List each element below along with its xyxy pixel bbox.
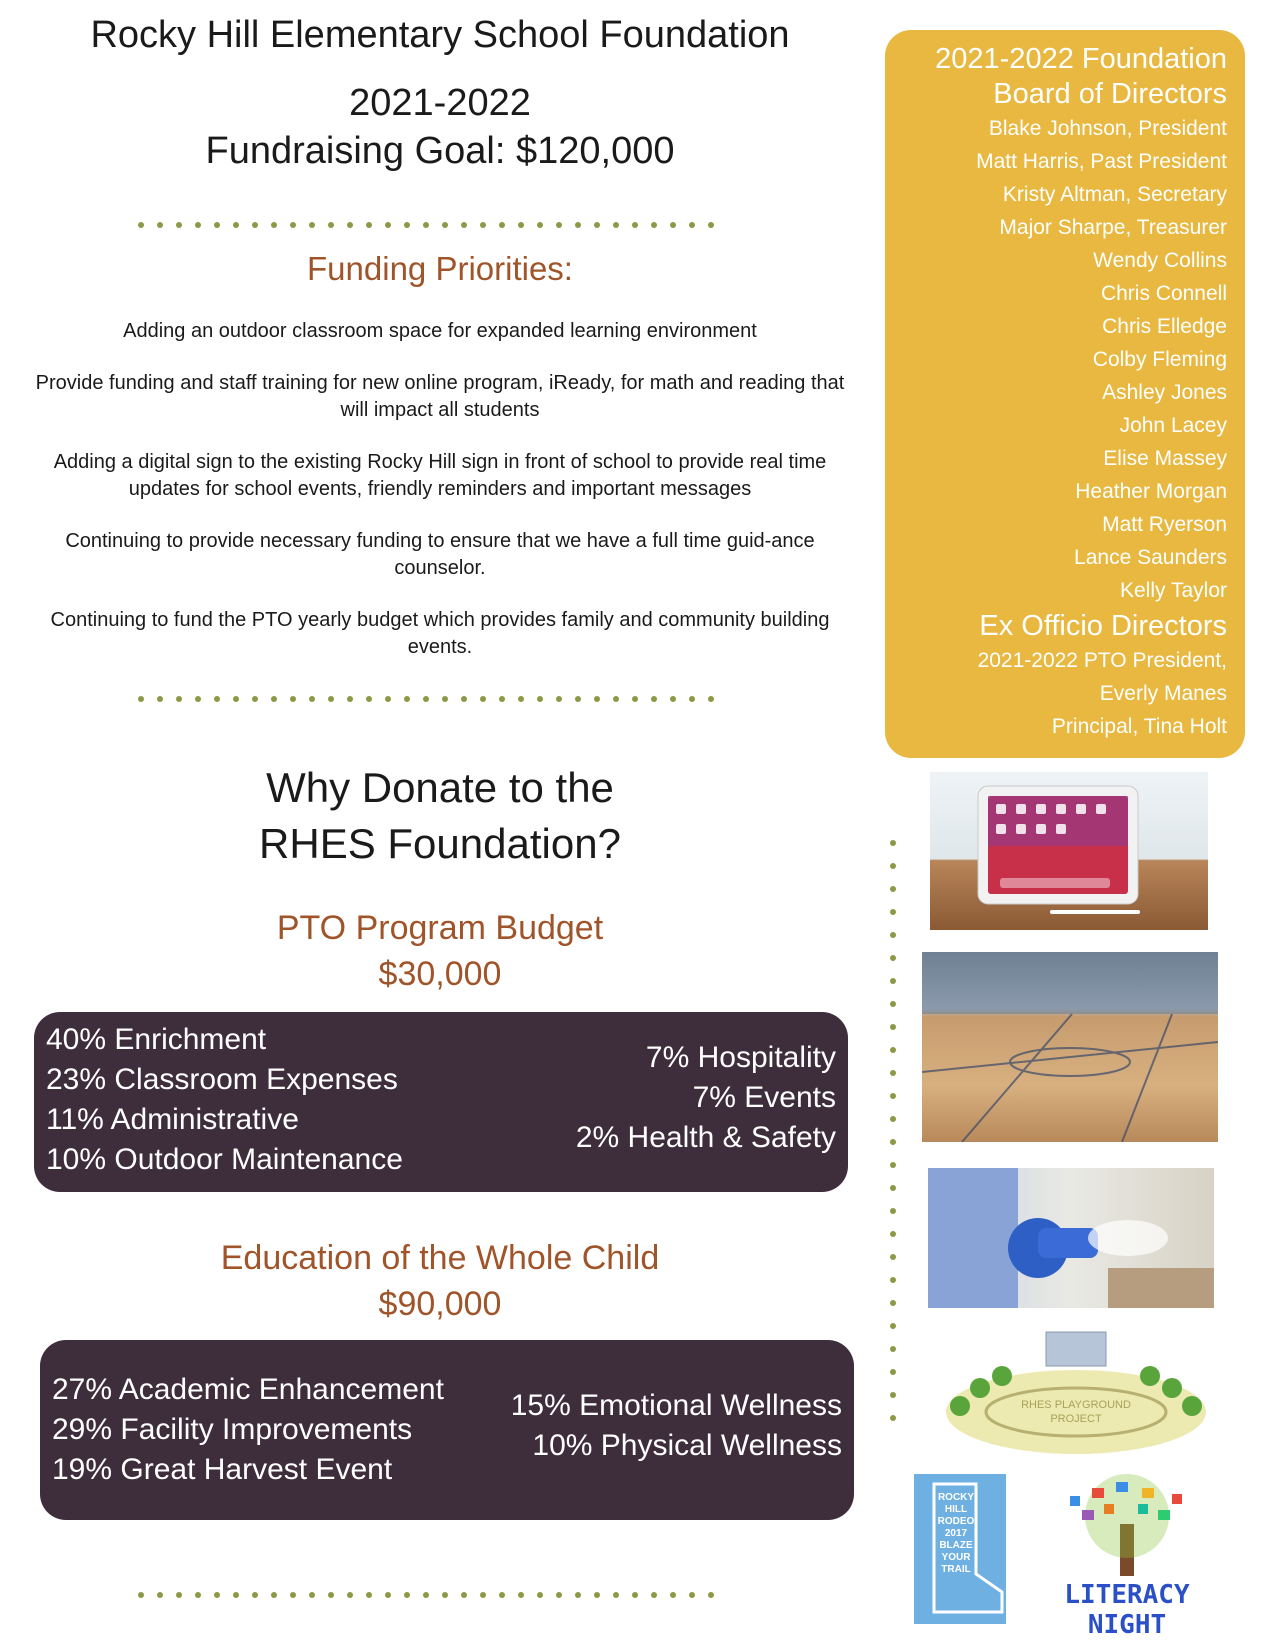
divider-dot [480,1592,486,1598]
divider-dot [670,1592,676,1598]
disinfecting-photo [928,1168,1214,1308]
divider-dot [651,1592,657,1598]
literacy-night-text: LITERACY NIGHT [1064,1580,1190,1640]
divider-dot [890,1139,896,1145]
divider-dot [537,1592,543,1598]
divider-dot [890,1116,896,1122]
divider-dot [385,222,391,228]
divider-dot [890,1415,896,1421]
divider-dot [594,696,600,702]
divider-dot [328,696,334,702]
goal-year: 2021-2022 [349,82,531,124]
board-member: Lance Saunders [1074,546,1227,569]
divider-dot [461,1592,467,1598]
divider-dot [195,222,201,228]
whole-child-item: 29% Facility Improvements [52,1413,413,1446]
fundraising-goal: Fundraising Goal: $120,000 [205,130,675,172]
divider-dot [176,696,182,702]
board-of-directors-panel [885,30,1245,758]
divider-dot [537,222,543,228]
board-member: Colby Fleming [1092,348,1227,371]
board-member: Wendy Collins [1093,249,1227,272]
pto-amount: $30,000 [378,955,502,993]
divider-dot [890,1277,896,1283]
divider-dot [347,222,353,228]
divider-dot [271,1592,277,1598]
divider-dot [423,222,429,228]
divider-dot [632,1592,638,1598]
divider-dot [385,696,391,702]
divider-dot [689,222,695,228]
divider-dot [575,696,581,702]
divider-dot [233,1592,239,1598]
playground-text-line-2: PROJECT [1050,1413,1102,1425]
divider-dot [890,863,896,869]
divider-dot [442,222,448,228]
book-tree-icon [1022,1474,1232,1584]
divider-dot [890,1070,896,1076]
divider-dot [309,222,315,228]
board-member: Major Sharpe, Treasurer [999,216,1227,239]
board-member: John Lacey [1119,414,1227,437]
divider-dot [138,222,144,228]
divider-dot [575,1592,581,1598]
divider-dot [890,1323,896,1329]
divider-dot [499,1592,505,1598]
playground-icon [940,1326,1212,1456]
board-member: Chris Connell [1100,282,1227,305]
divider-dot [404,222,410,228]
tablet-icon [930,772,1208,930]
divider-dot [423,696,429,702]
divider-dot [480,696,486,702]
dotted-divider [138,216,727,226]
board-member: Kristy Altman, Secretary [1002,183,1227,206]
divider-dot [518,1592,524,1598]
whole-child-box [40,1340,854,1520]
divider-dot [290,222,296,228]
tablet-photo [930,772,1208,930]
divider-dot [195,696,201,702]
divider-dot [233,696,239,702]
board-heading-line-1: 2021-2022 Foundation [935,43,1227,75]
divider-dot [890,1254,896,1260]
gym-floor-photo [922,952,1218,1142]
whole-child-item: 27% Academic Enhancement [52,1373,444,1406]
divider-dot [556,696,562,702]
divider-dot [651,222,657,228]
divider-dot [708,696,714,702]
priority-item: Adding a digital sign to the existing Rocky Hill sign in front of school to provide real time updates for school events, friendly reminders and important messages [53,451,827,500]
divider-dot [670,696,676,702]
divider-dot [890,1369,896,1375]
divider-dot [442,696,448,702]
divider-dot [442,1592,448,1598]
whole-child-item: 10% Physical Wellness [532,1429,842,1462]
page-title: Rocky Hill Elementary School Foundation [90,14,790,56]
divider-dot [366,1592,372,1598]
divider-dot [613,1592,619,1598]
divider-dot [138,696,144,702]
divider-dot [890,1093,896,1099]
board-member-list [887,112,1227,607]
ex-officio-heading: Ex Officio Directors [979,610,1227,642]
divider-dot [708,222,714,228]
divider-dot [423,1592,429,1598]
divider-dot [890,1231,896,1237]
pto-item: 7% Hospitality [645,1041,836,1074]
funding-priorities-heading: Funding Priorities: [307,250,573,287]
divider-dot [385,1592,391,1598]
divider-dot [290,696,296,702]
divider-dot [404,696,410,702]
divider-dot [518,222,524,228]
gym-lines-icon [922,952,1218,1142]
divider-dot [632,696,638,702]
pto-item: 7% Events [692,1081,836,1114]
pto-item: 11% Administrative [46,1103,299,1136]
divider-dot [157,1592,163,1598]
rodeo-boot-logo [914,1474,1006,1624]
board-heading-line-2: Board of Directors [993,78,1227,110]
why-line-2: RHES Foundation? [259,820,621,867]
playground-project-logo [940,1326,1212,1456]
whole-child-item: 15% Emotional Wellness [510,1389,842,1422]
divider-dot [890,1185,896,1191]
divider-dot [138,1592,144,1598]
pto-heading: PTO Program Budget [276,909,604,947]
divider-dot [890,840,896,846]
divider-dot [366,696,372,702]
divider-dot [461,696,467,702]
divider-dot [613,696,619,702]
divider-dot [890,1162,896,1168]
playground-text-line-1: RHES PLAYGROUND [1021,1399,1131,1411]
boot-text: ROCKY HILL RODEO 2017 BLAZE YOUR TRAIL [937,1492,975,1575]
divider-dot [214,1592,220,1598]
divider-dot [890,1047,896,1053]
pto-item: 40% Enrichment [46,1023,267,1056]
board-member: Chris Elledge [1102,315,1227,338]
board-member: Matt Ryerson [1102,513,1227,536]
divider-dot [499,222,505,228]
divider-dot [480,222,486,228]
board-member: Elise Massey [1103,447,1227,470]
divider-dot [271,222,277,228]
divider-dot [347,696,353,702]
divider-dot [176,1592,182,1598]
ex-officio-member: 2021-2022 PTO President, [977,649,1227,672]
ex-officio-list [887,644,1227,743]
divider-dot [632,222,638,228]
pto-item: 2% Health & Safety [575,1121,836,1154]
divider-dot [890,1300,896,1306]
divider-dot [195,1592,201,1598]
divider-dot [890,955,896,961]
divider-dot [214,696,220,702]
divider-dot [157,696,163,702]
divider-dot [328,1592,334,1598]
literacy-night-logo [1022,1474,1232,1640]
ex-officio-member: Everly Manes [1099,682,1227,705]
divider-dot [499,696,505,702]
pto-item: 10% Outdoor Maintenance [46,1143,403,1176]
divider-dot [890,909,896,915]
divider-dot [537,696,543,702]
divider-dot [594,1592,600,1598]
divider-dot [176,222,182,228]
divider-dot [890,1208,896,1214]
priority-item: Adding an outdoor classroom space for expanded learning environment [123,320,757,342]
divider-dot [890,886,896,892]
divider-dot [651,696,657,702]
divider-dot [575,222,581,228]
why-donate-heading [20,760,860,872]
divider-dot [214,222,220,228]
priority-item: Continuing to provide necessary funding to ensure that we have a full time guid-ance counselor. [65,530,815,579]
divider-dot [461,222,467,228]
pto-item: 23% Classroom Expenses [46,1063,398,1096]
priority-item: Continuing to fund the PTO yearly budget which provides family and community building events. [50,609,830,658]
divider-dot [890,1346,896,1352]
divider-dot [689,696,695,702]
divider-dot [309,1592,315,1598]
divider-dot [328,222,334,228]
divider-dot [556,222,562,228]
divider-dot [404,1592,410,1598]
why-line-1: Why Donate to the [266,764,614,811]
priority-item: Provide funding and staff training for new online program, iReady, for math and reading that will impact all students [35,372,845,421]
divider-dot [366,222,372,228]
sprayer-icon [928,1168,1214,1308]
divider-dot [347,1592,353,1598]
board-member: Ashley Jones [1102,381,1227,404]
board-member: Matt Harris, Past President [976,150,1227,173]
divider-dot [890,1392,896,1398]
whole-child-amount: $90,000 [378,1285,502,1323]
divider-dot [890,932,896,938]
divider-dot [271,696,277,702]
whole-child-heading: Education of the Whole Child [220,1239,660,1277]
divider-dot [708,1592,714,1598]
divider-dot [890,1001,896,1007]
divider-dot [890,1024,896,1030]
dotted-divider [138,1586,727,1596]
divider-dot [309,696,315,702]
divider-dot [233,222,239,228]
divider-dot [613,222,619,228]
vertical-dotted-divider [890,840,900,1438]
divider-dot [252,1592,258,1598]
board-member: Blake Johnson, President [988,117,1227,140]
divider-dot [689,1592,695,1598]
divider-dot [157,222,163,228]
board-member: Heather Morgan [1075,480,1227,503]
pto-budget-box [34,1012,848,1192]
divider-dot [556,1592,562,1598]
divider-dot [518,696,524,702]
ex-officio-member: Principal, Tina Holt [1051,715,1227,738]
divider-dot [252,222,258,228]
divider-dot [252,696,258,702]
board-member: Kelly Taylor [1120,579,1227,602]
divider-dot [594,222,600,228]
dotted-divider [138,690,727,700]
divider-dot [890,978,896,984]
divider-dot [290,1592,296,1598]
whole-child-item: 19% Great Harvest Event [52,1453,393,1486]
divider-dot [670,222,676,228]
